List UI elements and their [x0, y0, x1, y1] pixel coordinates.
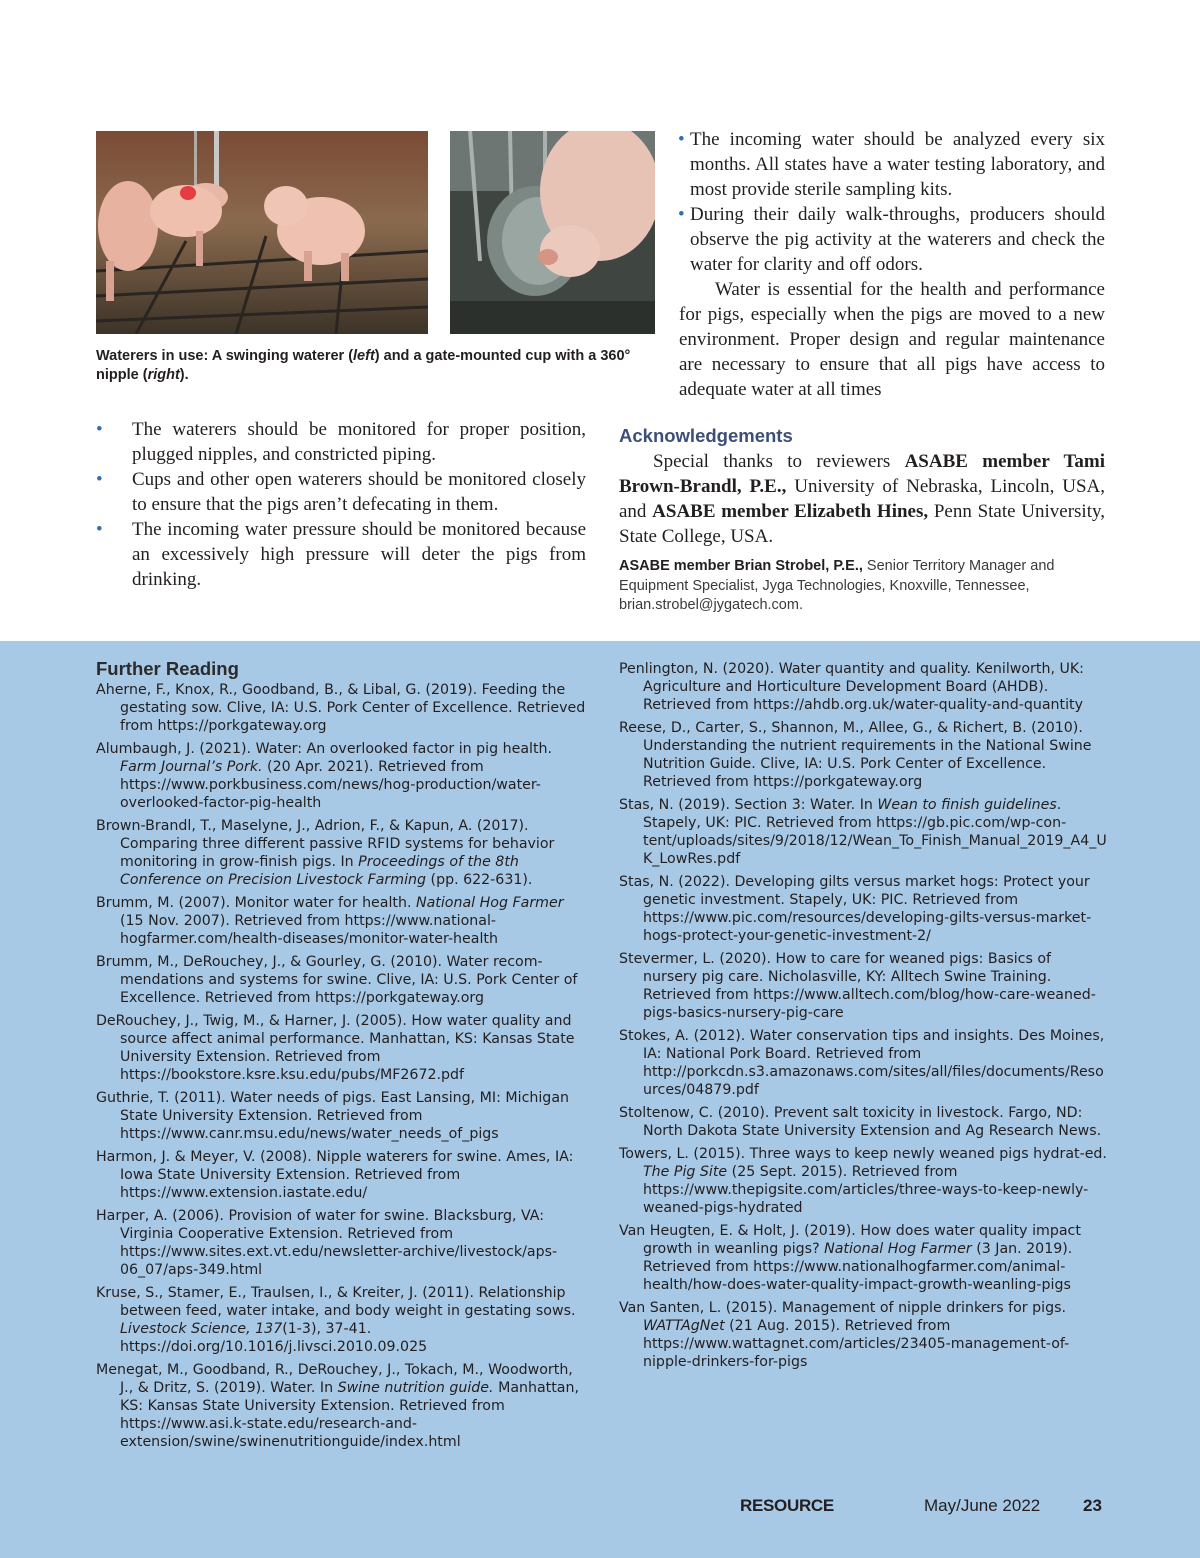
- reference-entry: Guthrie, T. (2011). Water needs of pigs. East Lansing, MI: Michigan State University Extension. Retrieved from https://www.canr.msu.edu/news/water_needs_of_pigs: [96, 1090, 569, 1142]
- bullet-item: • Cups and other open waterers should be monitored closely to ensure that the pigs aren’t defecating in them.: [96, 467, 586, 517]
- right-column-text: [679, 127, 1105, 402]
- reference-entry: DeRouchey, J., Twig, M., & Harner, J. (2005). How water quality and source affect animal performance. Manhattan, KS: Kansas State University Extension. Retrieved from https://bookstore.ksre.ksu.edu/pubs/MF2672.pdf: [96, 1013, 575, 1083]
- reference-entry: Stoltenow, C. (2010). Prevent salt toxicity in livestock. Fargo, ND: North Dakota State University Extension and Ag Research News.: [619, 1105, 1102, 1139]
- reference-entry: Stevermer, L. (2020). How to care for weaned pigs: Basics of nursery pig care. Nicholasville, KY: Alltech Swine Training. Retrieved from https://www.alltech.com/blog/how-care-weaned-pigs-basics-nursery-pig-care: [619, 951, 1096, 1021]
- issue-date: May/June 2022: [924, 1496, 1041, 1515]
- closing-paragraph: Water is essential for the health and performance for pigs, especially when the pigs are moved to a new environment. Proper design and regular maintenance are necessary to ensure that all pigs have access to adequate water at all times: [679, 279, 1105, 400]
- bullet-item: • The incoming water pressure should be monitored because an excessively high pressure will deter the pigs from drinking.: [96, 517, 586, 592]
- reference-entry: Brumm, M. (2007). Monitor water for health. National Hog Farmer (15 Nov. 2007). Retrieved from https://www.national-hogfarmer.com/health-diseases/monitor-water-health: [96, 895, 564, 947]
- reference-entry: Brown-Brandl, T., Maselyne, J., Adrion, F., & Kapun, A. (2017). Comparing three different passive RFID systems for behavior monitoring in grow-finish pigs. In Proceedings of the 8th Conference on Precision Livestock Farming (pp. 622-631).: [96, 818, 555, 888]
- author-bio: ASABE member Brian Strobel, P.E., Senior Territory Manager and Equipment Specialist, Jyga Technologies, Knoxville, Tennessee, brian.strobel@jygatech.com.: [619, 558, 1055, 613]
- swinging-waterer-photo: [96, 131, 428, 334]
- reference-entry: Stokes, A. (2012). Water conservation tips and insights. Des Moines, IA: National Pork Board. Retrieved from http://porkcdn.s3.amazonaws.com/sites/all/files/documents/Resources/04879.pdf: [619, 1028, 1105, 1098]
- bullet-item: • During their daily walk-throughs, producers should observe the pig activity at the waterers and check the water for clarity and off odors.: [679, 202, 1105, 277]
- reference-entry: Van Santen, L. (2015). Management of nipple drinkers for pigs. WATTAgNet (21 Aug. 2015). Retrieved from https://www.wattagnet.com/articles/23405-management-of-nipple-drinkers-for-pigs: [619, 1300, 1070, 1370]
- reference-entry: Stas, N. (2019). Section 3: Water. In Wean to finish guidelines. Stapely, UK: PIC. Retrieved from https://gb.pic.com/wp-con-tent/uploads/sites/9/2018/12/Wean_To_Finish_Manual_2019_A4_UK_LowRes.pdf: [619, 797, 1107, 867]
- reference-entry: Towers, L. (2015). Three ways to keep newly weaned pigs hydrat-ed. The Pig Site (25 Sept. 2015). Retrieved from https://www.thepigsite.com/articles/three-ways-to-keep-newly-weaned-pigs-hydrated: [619, 1146, 1107, 1216]
- reference-list-left: [96, 681, 586, 1456]
- page-number: 23: [1083, 1496, 1102, 1515]
- figure-caption: Waterers in use: A swinging waterer (left) and a gate-mounted cup with a 360° nipple (right).: [96, 348, 631, 383]
- reference-list-right: [619, 660, 1109, 1376]
- reference-entry: Penlington, N. (2020). Water quantity and quality. Kenilworth, UK: Agriculture and Horticulture Development Board (AHDB). Retrieved from https://ahdb.org.uk/water-quality-and-quantity: [619, 661, 1084, 713]
- bullet-item: • The waterers should be monitored for proper position, plugged nipples, and constricted piping.: [96, 417, 586, 467]
- further-reading-heading: Further Reading: [96, 658, 239, 679]
- reference-entry: Van Heugten, E. & Holt, J. (2019). How does water quality impact growth in weanling pigs? National Hog Farmer (3 Jan. 2019). Retrieved from https://www.nationalhogfarmer.com/animal-health/how-does-water-quality-impact-growth-weanling-pigs: [619, 1223, 1081, 1293]
- reference-entry: Reese, D., Carter, S., Shannon, M., Allee, G., & Richert, B. (2010). Understanding the nutrient requirements in the National Swine Nutrition Guide. Clive, IA: U.S. Pork Center of Excellence. Retrieved from https://porkgateway.org: [619, 720, 1092, 790]
- gate-mounted-cup-photo: [450, 131, 655, 334]
- reference-entry: Alumbaugh, J. (2021). Water: An overlooked factor in pig health. Farm Journal’s Pork. (20 Apr. 2021). Retrieved from https://www.porkbusiness.com/news/hog-production/water-overlooked-factor-pig-health: [96, 741, 553, 811]
- bullet-item: • The incoming water should be analyzed every six months. All states have a water testing laboratory, and most provide sterile sampling kits.: [679, 127, 1105, 202]
- monitoring-bullet-list: [96, 417, 586, 592]
- reference-entry: Stas, N. (2022). Developing gilts versus market hogs: Protect your genetic investment. Stapely, UK: PIC. Retrieved from https://www.pic.com/resources/developing-gilts-versus-market-hogs-protect-your-genetic-investment-2/: [619, 874, 1092, 944]
- acknowledgements-text: Special thanks to reviewers ASABE member Tami Brown-Brandl, P.E., University of Nebraska, Lincoln, USA, and ASABE member Elizabeth Hines, Penn State University, State College, USA.: [619, 451, 1106, 547]
- reference-entry: Kruse, S., Stamer, E., Traulsen, I., & Kreiter, J. (2011). Relationship between feed, water intake, and body weight in gestating sows. Livestock Science, 137(1-3), 37-41. https://doi.org/10.1016/j.livsci.2010.09.025: [96, 1285, 576, 1355]
- acknowledgements-heading: Acknowledgements: [619, 425, 793, 446]
- reference-entry: Harmon, J. & Meyer, V. (2008). Nipple waterers for swine. Ames, IA: Iowa State University Extension. Retrieved from https://www.extension.iastate.edu/: [96, 1149, 574, 1201]
- reference-entry: Harper, A. (2006). Provision of water for swine. Blacksburg, VA: Virginia Cooperative Extension. Retrieved from https://www.sites.ext.vt.edu/newsletter-archive/livestock/aps-06_07/aps-349.html: [96, 1208, 558, 1278]
- reference-entry: Aherne, F., Knox, R., Goodband, B., & Libal, G. (2019). Feeding the gestating sow. Clive, IA: U.S. Pork Center of Excellence. Retrieved from https://porkgateway.org: [96, 682, 586, 734]
- reference-entry: Menegat, M., Goodband, R., DeRouchey, J., Tokach, M., Woodworth, J., & Dritz, S. (2019). Water. In Swine nutrition guide. Manhattan, KS: Kansas State University Extension. Retrieved from https://www.asi.k-state.edu/research-and-extension/swine/swinenutritionguide/index.html: [96, 1362, 580, 1450]
- reference-entry: Brumm, M., DeRouchey, J., & Gourley, G. (2010). Water recom-mendations and systems for swine. Clive, IA: U.S. Pork Center of Excellence. Retrieved from https://porkgateway.org: [96, 954, 578, 1006]
- magazine-name: RESOURCE: [740, 1496, 834, 1515]
